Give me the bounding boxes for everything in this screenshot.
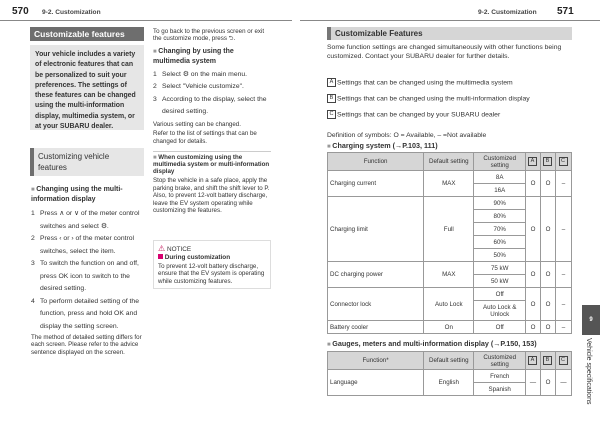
availability-a-cell: — xyxy=(526,370,541,396)
header-rule-left xyxy=(0,20,292,21)
step-number: 4 xyxy=(31,297,35,305)
availability-b-cell: O xyxy=(541,321,556,334)
column-header: Function xyxy=(328,153,424,171)
table-heading-charging: ■ Charging system (→P.103, 111) xyxy=(327,141,438,152)
option-cell: Auto Lock & Unlock xyxy=(474,301,526,321)
legend-item xyxy=(327,94,587,103)
step-item xyxy=(153,94,271,119)
notice-text: To prevent 12-volt battery discharge, ensure that the EV system is operating while customizing features. xyxy=(158,263,265,285)
availability-c-cell: – xyxy=(556,321,572,334)
step-item xyxy=(31,208,145,233)
caution-text: Stop the vehicle in a safe place, apply the parking brake, and shift the shift lever to P. Also, to prevent 12-volt battery discharge, leave the EV system operating while customizing the features. xyxy=(153,177,270,215)
step-number: 3 xyxy=(31,260,35,267)
back-instruction: To go back to the previous screen or exit the customize mode, press ⮌. xyxy=(153,28,265,43)
option-cell: 75 kW xyxy=(474,262,526,275)
function-cell: Charging limit xyxy=(328,197,424,262)
legend-text: Settings that can be changed using the multimedia system xyxy=(337,79,513,87)
availability-a-cell: O xyxy=(526,262,541,288)
availability-c-cell: – xyxy=(556,171,572,197)
step-number: 2 xyxy=(31,235,35,242)
availability-a-cell: O xyxy=(526,197,541,262)
availability-a-cell: O xyxy=(526,171,541,197)
column-header: Default setting xyxy=(424,153,474,171)
default-cell: Full xyxy=(424,197,474,262)
availability-c-cell: – xyxy=(556,197,572,262)
multi-info-heading: ■ Changing using the multi-information display xyxy=(31,185,145,205)
default-cell: Auto Lock xyxy=(424,288,474,321)
step-text: Press ∧ or ∨ of the meter control switches and select ⚙. xyxy=(40,210,140,230)
legend-item xyxy=(327,110,587,119)
table-row xyxy=(328,288,572,301)
various-settings-text: Various setting can be changed. xyxy=(153,120,241,128)
default-cell: MAX xyxy=(424,262,474,288)
column-header: B xyxy=(541,153,556,171)
step-item xyxy=(31,258,145,296)
column-header: Customized setting xyxy=(474,352,526,370)
default-cell: English xyxy=(424,370,474,396)
right-intro: Some function settings are changed simultaneously with other functions being customized. Contact your SUBARU dealer for further details. xyxy=(327,44,562,60)
column-header: Function* xyxy=(328,352,424,370)
step-number: 1 xyxy=(153,70,157,78)
step-text: To perform detailed setting of the function, press and hold OK and display the setting screen. xyxy=(40,297,139,330)
step-text: According to the display, select the desired setting. xyxy=(162,95,267,116)
refer-text: Refer to the list of settings that can be changed for details. xyxy=(153,130,257,145)
column-header: Customized setting xyxy=(474,153,526,171)
step-number: 3 xyxy=(153,95,157,103)
option-cell: Off xyxy=(474,288,526,301)
step-item xyxy=(31,233,145,258)
charging-table xyxy=(327,152,572,334)
column-header: C xyxy=(556,352,572,370)
caution-heading: ■ When customizing using the multimedia system or multi-information display xyxy=(153,155,271,175)
option-cell: Spanish xyxy=(474,383,526,396)
option-cell: 8A xyxy=(474,171,526,184)
step-text: Select ⚙ on the main menu. xyxy=(162,70,248,78)
warning-triangle-icon: ⚠ xyxy=(158,244,166,253)
legend-key: B xyxy=(327,94,336,103)
gauges-table xyxy=(327,351,572,396)
intro-box: Your vehicle includes a variety of electronic features that can be personalized to suit your preferences. The settings of these features can be changed using the multi-information display, multimedia system, or at your SUBARU dealer. xyxy=(30,45,144,130)
function-cell: Battery cooler xyxy=(328,321,424,334)
step-item xyxy=(153,81,271,94)
table-row xyxy=(328,262,572,275)
step-number: 1 xyxy=(31,210,35,217)
step-item xyxy=(153,69,271,82)
default-cell: On xyxy=(424,321,474,334)
default-cell: MAX xyxy=(424,171,474,197)
table-row xyxy=(328,197,572,210)
column-header: A xyxy=(526,352,541,370)
availability-a-cell: O xyxy=(526,288,541,321)
section-title-bar: Customizable features xyxy=(30,27,144,41)
step-text: To switch the function on and off, press OK icon to switch to the desired setting. xyxy=(40,260,139,292)
option-cell: 70% xyxy=(474,223,526,236)
legend-text: Settings that can be changed using the multi-information display xyxy=(337,95,530,103)
availability-c-cell: – xyxy=(556,288,572,321)
column-header: Default setting xyxy=(424,352,474,370)
page-number-right: 571 xyxy=(557,6,574,17)
option-cell: French xyxy=(474,370,526,383)
table-row xyxy=(328,171,572,184)
availability-b-cell: O xyxy=(541,262,556,288)
notice-label: NOTICE xyxy=(166,246,192,253)
function-cell: Charging current xyxy=(328,171,424,197)
option-cell: 80% xyxy=(474,210,526,223)
table-heading-gauges: ■ Gauges, meters and multi-information display (→P.150, 153) xyxy=(327,339,537,350)
column-header: A xyxy=(526,153,541,171)
function-cell: DC charging power xyxy=(328,262,424,288)
availability-c-cell: — xyxy=(556,370,572,396)
chapter-label: Vehicle specifications xyxy=(585,338,592,405)
function-cell: Language xyxy=(328,370,424,396)
column-header: C xyxy=(556,153,572,171)
section-title-right: 9-2. Customization xyxy=(478,9,537,16)
notice-box xyxy=(153,240,271,289)
option-cell: 60% xyxy=(474,236,526,249)
option-cell: Off xyxy=(474,321,526,334)
step-text: Press ‹ or › of the meter control switches, select the item. xyxy=(40,235,135,255)
availability-b-cell: O xyxy=(541,288,556,321)
availability-c-cell: – xyxy=(556,262,572,288)
symbol-definition: Definition of symbols: O = Available, – =Not available xyxy=(327,132,487,139)
option-cell: 90% xyxy=(474,197,526,210)
step-number: 2 xyxy=(153,83,157,91)
option-cell: 50% xyxy=(474,249,526,262)
chapter-tab[interactable]: 9 xyxy=(582,305,600,335)
availability-b-cell: O xyxy=(541,370,556,396)
legend-item xyxy=(327,78,587,87)
column-header: B xyxy=(541,352,556,370)
subheading: Customizing vehicle features xyxy=(30,148,144,176)
magenta-square-icon xyxy=(158,254,163,259)
table-row xyxy=(328,321,572,334)
legend-key: A xyxy=(327,78,336,87)
table-header-row xyxy=(328,153,572,171)
availability-a-cell: O xyxy=(526,321,541,334)
step-item xyxy=(31,296,145,334)
option-cell: 50 kW xyxy=(474,275,526,288)
section-title-left: 9-2. Customization xyxy=(42,9,101,16)
legend-key: C xyxy=(327,110,336,119)
legend-text: Settings that can be changed by your SUBARU dealer xyxy=(337,111,501,119)
function-cell: Connector lock xyxy=(328,288,424,321)
notice-heading: During customization xyxy=(164,254,231,261)
method-note: The method of detailed setting differs for each screen. Please refer to the advice sentence displayed on the screen. xyxy=(31,334,142,356)
page-number-left: 570 xyxy=(12,6,29,17)
step-text: Select "Vehicle customize". xyxy=(162,83,244,91)
multimedia-heading: ■ Changing by using the multimedia system xyxy=(153,47,271,67)
option-cell: 16A xyxy=(474,184,526,197)
right-title: Customizable Features xyxy=(327,27,572,40)
table-header-row xyxy=(328,352,572,370)
table-row xyxy=(328,370,572,383)
availability-b-cell: O xyxy=(541,197,556,262)
availability-b-cell: O xyxy=(541,171,556,197)
header-rule-right xyxy=(300,20,600,21)
